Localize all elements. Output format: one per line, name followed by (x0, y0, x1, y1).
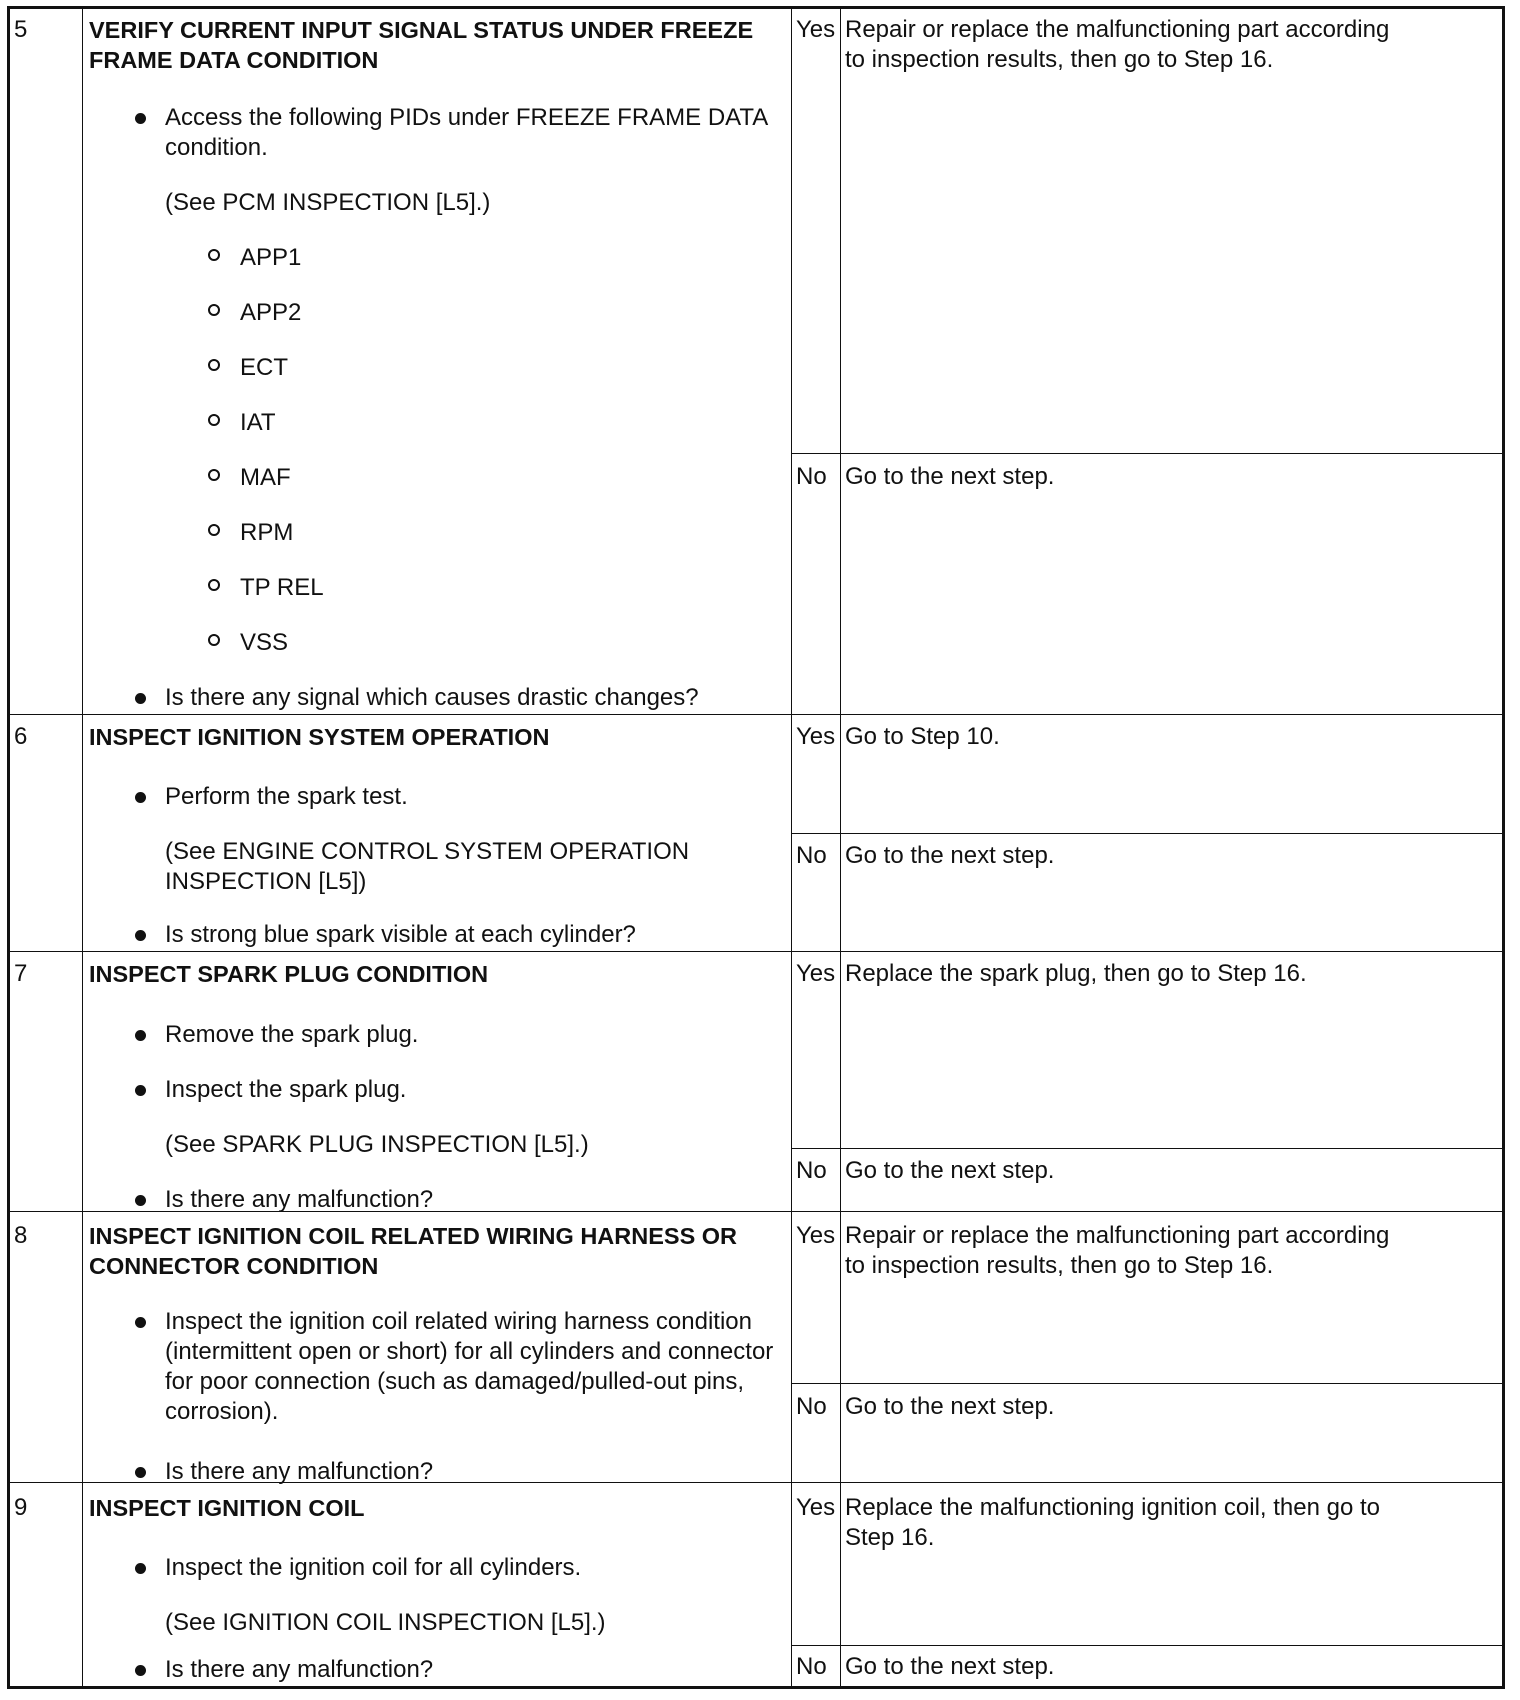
yes-label: Yes (796, 1222, 836, 1249)
yes-no-divider (791, 1645, 1502, 1646)
yes-action: to inspection results, then go to Step 16. (845, 46, 1274, 73)
no-label: No (796, 1157, 827, 1184)
yes-no-divider (791, 1148, 1502, 1149)
column-divider-step (82, 9, 83, 1686)
no-label: No (796, 463, 827, 490)
column-divider-action (791, 9, 792, 1686)
bullet-icon (135, 693, 146, 704)
yes-label: Yes (796, 723, 836, 750)
no-action: Go to the next step. (845, 1393, 1055, 1420)
step-reference: (See IGNITION COIL INSPECTION [L5].) (165, 1609, 606, 1636)
yes-action: to inspection results, then go to Step 16. (845, 1252, 1274, 1279)
step-question: Is there any malfunction? (165, 1186, 434, 1213)
step-title: VERIFY CURRENT INPUT SIGNAL STATUS UNDER FREEZE (89, 17, 754, 43)
bullet-icon (135, 930, 146, 941)
step-reference: (See ENGINE CONTROL SYSTEM OPERATION (165, 838, 690, 865)
step-title: FRAME DATA CONDITION (89, 47, 379, 73)
circle-bullet-icon (208, 579, 220, 591)
bullet-icon (135, 1195, 146, 1206)
circle-bullet-icon (208, 414, 220, 426)
step-question: Is there any malfunction? (165, 1656, 434, 1683)
step-title: CONNECTOR CONDITION (89, 1253, 379, 1279)
bullet-icon (135, 1563, 146, 1574)
no-action: Go to the next step. (845, 463, 1055, 490)
step-number: 5 (14, 16, 28, 43)
step-reference: (See PCM INSPECTION [L5].) (165, 189, 491, 216)
pid-item: MAF (240, 464, 291, 491)
column-divider-result (840, 9, 841, 1686)
step-instruction: Remove the spark plug. (165, 1021, 419, 1048)
yes-action: Go to Step 10. (845, 723, 1000, 750)
bullet-icon (135, 1665, 146, 1676)
yes-action: Repair or replace the malfunctioning part according (845, 1222, 1390, 1249)
circle-bullet-icon (208, 634, 220, 646)
step-question: Is strong blue spark visible at each cylinder? (165, 921, 636, 948)
circle-bullet-icon (208, 469, 220, 481)
step-instruction: Perform the spark test. (165, 783, 408, 810)
step-title: INSPECT IGNITION SYSTEM OPERATION (89, 724, 550, 750)
step-number: 7 (14, 960, 28, 987)
circle-bullet-icon (208, 249, 220, 261)
step-instruction: Inspect the spark plug. (165, 1076, 407, 1103)
step-number: 8 (14, 1222, 28, 1249)
circle-bullet-icon (208, 304, 220, 316)
pid-item: ECT (240, 354, 288, 381)
no-label: No (796, 1393, 827, 1420)
row-divider (10, 951, 1502, 952)
bullet-icon (135, 1467, 146, 1478)
step-number: 6 (14, 723, 28, 750)
circle-bullet-icon (208, 359, 220, 371)
step-instruction: condition. (165, 134, 268, 161)
step-instruction: corrosion). (165, 1398, 279, 1425)
no-label: No (796, 842, 827, 869)
yes-no-divider (791, 833, 1502, 834)
pid-item: TP REL (240, 574, 324, 601)
step-instruction: for poor connection (such as damaged/pulled-out pins, (165, 1368, 745, 1395)
yes-action: Repair or replace the malfunctioning part according (845, 16, 1390, 43)
pid-item: VSS (240, 629, 289, 656)
step-number: 9 (14, 1494, 28, 1521)
no-action: Go to the next step. (845, 842, 1055, 869)
yes-label: Yes (796, 16, 836, 43)
step-instruction: Inspect the ignition coil for all cylinders. (165, 1554, 582, 1581)
pid-item: RPM (240, 519, 294, 546)
pid-item: APP2 (240, 299, 302, 326)
pid-item: APP1 (240, 244, 302, 271)
yes-action: Step 16. (845, 1524, 935, 1551)
yes-action: Replace the malfunctioning ignition coil, then go to (845, 1494, 1381, 1521)
yes-action: Replace the spark plug, then go to Step 16. (845, 960, 1307, 987)
circle-bullet-icon (208, 524, 220, 536)
yes-label: Yes (796, 960, 836, 987)
step-question: Is there any malfunction? (165, 1458, 434, 1485)
yes-no-divider (791, 453, 1502, 454)
row-divider (10, 714, 1502, 715)
yes-no-divider (791, 1383, 1502, 1384)
step-title: INSPECT SPARK PLUG CONDITION (89, 961, 489, 987)
troubleshooting-table (7, 6, 1505, 1689)
bullet-icon (135, 1317, 146, 1328)
step-title: INSPECT IGNITION COIL RELATED WIRING HARNESS OR (89, 1223, 738, 1249)
no-action: Go to the next step. (845, 1157, 1055, 1184)
step-reference: (See SPARK PLUG INSPECTION [L5].) (165, 1131, 589, 1158)
step-instruction: (intermittent open or short) for all cylinders and connector (165, 1338, 774, 1365)
pid-item: IAT (240, 409, 276, 436)
step-instruction: Access the following PIDs under FREEZE FRAME DATA (165, 104, 769, 131)
bullet-icon (135, 1030, 146, 1041)
no-action: Go to the next step. (845, 1653, 1055, 1680)
no-label: No (796, 1653, 827, 1680)
bullet-icon (135, 1085, 146, 1096)
step-title: INSPECT IGNITION COIL (89, 1495, 365, 1521)
step-instruction: Inspect the ignition coil related wiring harness condition (165, 1308, 753, 1335)
step-question: Is there any signal which causes drastic changes? (165, 684, 699, 711)
bullet-icon (135, 792, 146, 803)
bullet-icon (135, 113, 146, 124)
step-reference: INSPECTION [L5]) (165, 868, 367, 895)
yes-label: Yes (796, 1494, 836, 1521)
